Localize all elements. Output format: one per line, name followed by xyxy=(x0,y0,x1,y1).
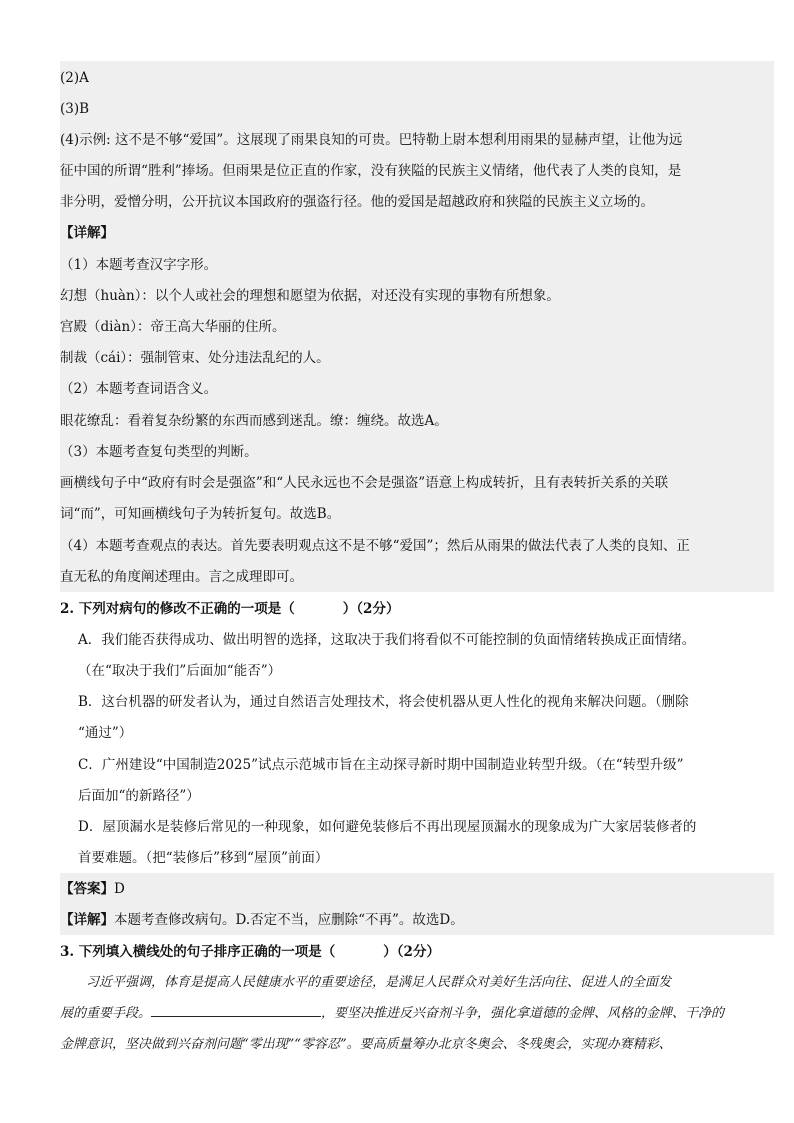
detail-line: （1）本题考查汉字字形。 xyxy=(60,257,218,273)
detail-line: 直无私的角度阐述理由。言之成理即可。 xyxy=(60,569,303,585)
answer-line: 征中国的所谓“胜利”捧场。但雨果是位正直的作家，没有狭隘的民族主义情绪，他代表了人类的良知，是 xyxy=(60,163,682,179)
answer-value: D xyxy=(114,881,125,897)
detail-line: 制裁（cái）：强制管束、处分违法乱纪的人。 xyxy=(60,350,330,366)
q2-option-d-cont: 首要难题。（把“装修后”移到“屋顶”前面） xyxy=(78,850,329,866)
question-3-stem-suffix: ）（2分） xyxy=(383,944,440,960)
detail-text: 本题考查修改病句。D.否定不当，应删除“不再”。故选D。 xyxy=(114,912,464,928)
answer-line: (2)A xyxy=(60,70,89,86)
answer-line: 非分明，爱憎分明，公开抗议本国政府的强盗行径。他的爱国是超越政府和狭隘的民族主义立场的。 xyxy=(60,194,654,210)
q2-option-c: C．广州建设“中国制造2025”试点示范城市旨在主动探寻新时期中国制造业转型升级。（在“转型升级” xyxy=(78,757,684,773)
answer-label: 【答案】 xyxy=(60,881,114,897)
q3-passage-text: 展的重要手段。 xyxy=(60,1006,152,1021)
detail-heading: 【详解】 xyxy=(60,225,114,241)
detail-line: （3）本题考查复句类型的判断。 xyxy=(60,444,258,460)
q2-detail xyxy=(60,905,464,935)
q2-option-b-cont: “通过”） xyxy=(78,725,133,741)
detail-line: （2）本题考查词语含义。 xyxy=(60,381,218,397)
detail-line: 眼花缭乱：看着复杂纷繁的东西而感到迷乱。缭：缠绕。故选A。 xyxy=(60,413,448,429)
q2-option-d: D．屋顶漏水是装修后常见的一种现象，如何避免装修后不再出现屋顶漏水的现象成为广大家居装修者的 xyxy=(78,819,697,835)
fill-in-blank-line xyxy=(151,1002,321,1017)
detail-label: 【详解】 xyxy=(60,912,114,928)
question-3-stem-prefix: 3. 下列填入横线处的句子排序正确的一项是（ xyxy=(60,944,336,960)
detail-line: 幻想（huàn）：以个人或社会的理想和愿望为依据，对还没有实现的事物有所想象。 xyxy=(60,288,560,304)
question-3-stem xyxy=(60,937,440,967)
detail-line: （4）本题考查观点的表达。首先要表明观点这不是不够“爱国”；然后从雨果的做法代表了人类的良知、正 xyxy=(60,538,690,554)
q2-option-a-cont: （在“取决于我们”后面加“能否”） xyxy=(78,663,282,679)
q3-passage-line: 习近平强调，体育是提高人民健康水平的重要途径，是满足人民群众对美好生活向往、促进人的全面发 xyxy=(86,975,672,990)
detail-line: 宫殿（diàn）：帝王高大华丽的住所。 xyxy=(60,319,286,335)
answer-line: (4)示例: 这不是不够“爱国”。这展现了雨果良知的可贵。巴特勒上尉本想利用雨果的显赫声望，让他为远 xyxy=(60,132,683,148)
detail-line: 画横线句子中“政府有时会是强盗”和“人民永远也不会是强盗”语意上构成转折，且有表转折关系的关联 xyxy=(60,475,669,491)
q2-option-b: B．这台机器的研发者认为，通过自然语言处理技术，将会使机器从更人性化的视角来解决问题。（删除 xyxy=(78,694,689,710)
q2-option-a: A．我们能否获得成功、做出明智的选择，这取决于我们将看似不可能控制的负面情绪转换成正面情绪。 xyxy=(78,632,696,648)
answer-line: (3)B xyxy=(60,101,90,117)
detail-line: 词“而”，可知画横线句子为转折复句。故选B。 xyxy=(60,506,341,522)
q2-answer xyxy=(60,874,125,904)
question-2-stem xyxy=(60,594,399,624)
question-2-stem-prefix: 2. 下列对病句的修改不正确的一项是（ xyxy=(60,601,295,617)
question-2-stem-suffix: ）（2分） xyxy=(342,601,400,617)
q2-option-c-cont: 后面加“的新路径”） xyxy=(78,788,200,804)
q3-passage-line: 金牌意识，坚决做到兴奋剂问题“零出现”“零容忍”。要高质量筹办北京冬奥会、冬残奥会，实现办赛精彩、 xyxy=(60,1037,672,1052)
q3-passage-line xyxy=(60,999,724,1029)
q3-passage-text: ，要坚决推进反兴奋剂斗争，强化拿道德的金牌、风格的金牌、干净的 xyxy=(321,1006,725,1021)
